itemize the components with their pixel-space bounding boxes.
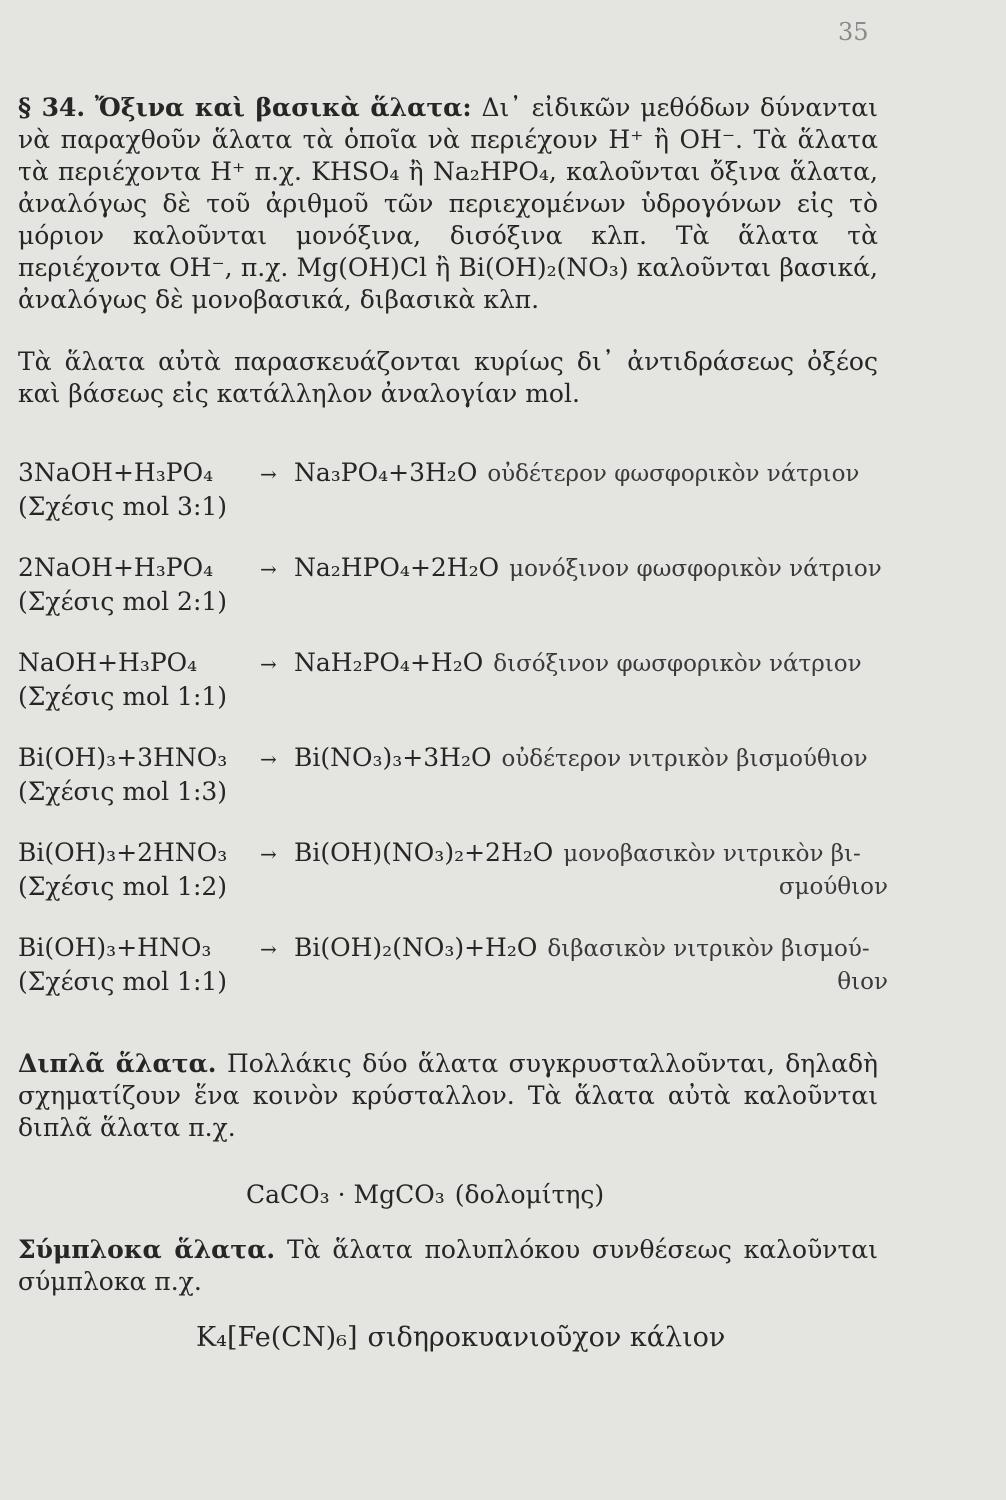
- arrow-icon: →: [260, 937, 277, 961]
- product-name-continued: θιον: [837, 969, 888, 995]
- section-paragraph-2: Τὰ ἅλατα αὐτὰ παρασκευάζονται κυρίως δι᾽ ἀντιδράσεως ὀξέος καὶ βάσεως εἰς κατάλληλον ἀναλογίαν mol.: [18, 347, 878, 408]
- complex-salts-paragraph: [18, 1234, 878, 1298]
- section-text-1: Δι᾽ εἰδικῶν μεθόδων δύνανται νὰ παραχθοῦν ἅλατα τὰ ὁποῖα νὰ περιέχουν H⁺ ἢ OH⁻. Τὰ ἅλατα τὰ περιέχοντα H⁺ π.χ. KHSO₄ ἢ Na₂HPO₄, καλοῦνται ὄξινα ἅλατα, ἀναλόγως δὲ τοῦ ἀριθμοῦ τῶν περιεχομένων ὑδρογόνων εἰς τὸ μόριον καλοῦνται μονόξινα, δισόξινα κλπ. Τὰ ἅλατα τὰ περιέχοντα OH⁻, π.χ. Mg(OH)Cl ἢ Bi(OH)₂(NO₃) καλοῦνται βασικά, ἀναλόγως δὲ μονοβασικά, διβασικὰ κλπ.: [18, 93, 878, 314]
- mol-ratio: (Σχέσις mol 1:1): [18, 682, 228, 711]
- mol-ratio: (Σχέσις mol 2:1): [18, 587, 228, 616]
- arrow-icon: →: [260, 557, 277, 581]
- reactants: 2NaOH+H₃PO₄: [18, 553, 214, 582]
- product-name: οὐδέτερον νιτρικὸν βισμούθιον: [501, 746, 868, 772]
- reactants: NaOH+H₃PO₄: [18, 648, 198, 677]
- product-name: δισόξινον φωσφορικὸν νάτριον: [493, 651, 862, 677]
- complex-salts-heading: Σύμπλοκα ἅλατα.: [18, 1235, 276, 1264]
- section-paragraph-1: [18, 92, 878, 316]
- product-name-continued: σμούθιον: [778, 874, 888, 900]
- double-salts-paragraph: [18, 1048, 878, 1144]
- reactants: 3NaOH+H₃PO₄: [18, 458, 214, 487]
- products: Na₂HPO₄+2H₂O: [294, 553, 500, 582]
- complex-salt-formula: K₄[Fe(CN)₆]: [196, 1322, 358, 1353]
- mol-ratio: (Σχέσις mol 1:2): [18, 872, 228, 901]
- double-salts-text: Πολλάκις δύο ἅλατα συγκρυσταλλοῦνται, δηλαδὴ σχηματίζουν ἕνα κοινὸν κρύσταλλον. Τὰ ἅλατα αὐτὰ καλοῦνται διπλᾶ ἅλατα π.χ.: [18, 1049, 878, 1142]
- arrow-icon: →: [260, 652, 277, 676]
- product-name: μονοβασικὸν νιτρικὸν βι-: [563, 841, 861, 867]
- mol-ratio: (Σχέσις mol 3:1): [18, 492, 228, 521]
- mol-ratio: (Σχέσις mol 1:1): [18, 967, 228, 996]
- reactants: Bi(OH)₃+HNO₃: [18, 933, 212, 962]
- double-salts-heading: Διπλᾶ ἅλατα.: [18, 1049, 217, 1078]
- double-salt-formula: CaCO₃ · MgCO₃: [246, 1180, 445, 1209]
- products: Bi(NO₃)₃+3H₂O: [294, 743, 492, 772]
- arrow-icon: →: [260, 462, 277, 486]
- arrow-icon: →: [260, 842, 277, 866]
- reactants: Bi(OH)₃+3HNO₃: [18, 743, 228, 772]
- mol-ratio: (Σχέσις mol 1:3): [18, 777, 228, 806]
- reactants: Bi(OH)₃+2HNO₃: [18, 838, 228, 867]
- complex-salts-text: Τὰ ἅλατα πολυπλόκου συνθέσεως καλοῦνται σύμπλοκα π.χ.: [18, 1235, 878, 1296]
- arrow-icon: →: [260, 747, 277, 771]
- double-salt-example: [246, 1180, 604, 1209]
- products: NaH₂PO₄+H₂O: [294, 648, 484, 677]
- complex-salt-example: [196, 1322, 725, 1353]
- section-title: Ὄξινα καὶ βασικὰ ἅλατα:: [94, 93, 472, 122]
- products: Bi(OH)₂(NO₃)+H₂O: [294, 933, 538, 962]
- section-number: § 34.: [18, 93, 86, 122]
- products: Bi(OH)(NO₃)₂+2H₂O: [294, 838, 554, 867]
- products: Na₃PO₄+3H₂O: [294, 458, 478, 487]
- page-number: 35: [838, 18, 869, 46]
- product-name: διβασικὸν νιτρικὸν βισμού-: [547, 936, 870, 962]
- double-salt-name: (δολομίτης): [454, 1180, 605, 1209]
- product-name: οὐδέτερον φωσφορικὸν νάτριον: [487, 461, 860, 487]
- complex-salt-name: σιδηροκυανιοῦχον κάλιον: [367, 1322, 726, 1353]
- product-name: μονόξινον φωσφορικὸν νάτριον: [509, 556, 882, 582]
